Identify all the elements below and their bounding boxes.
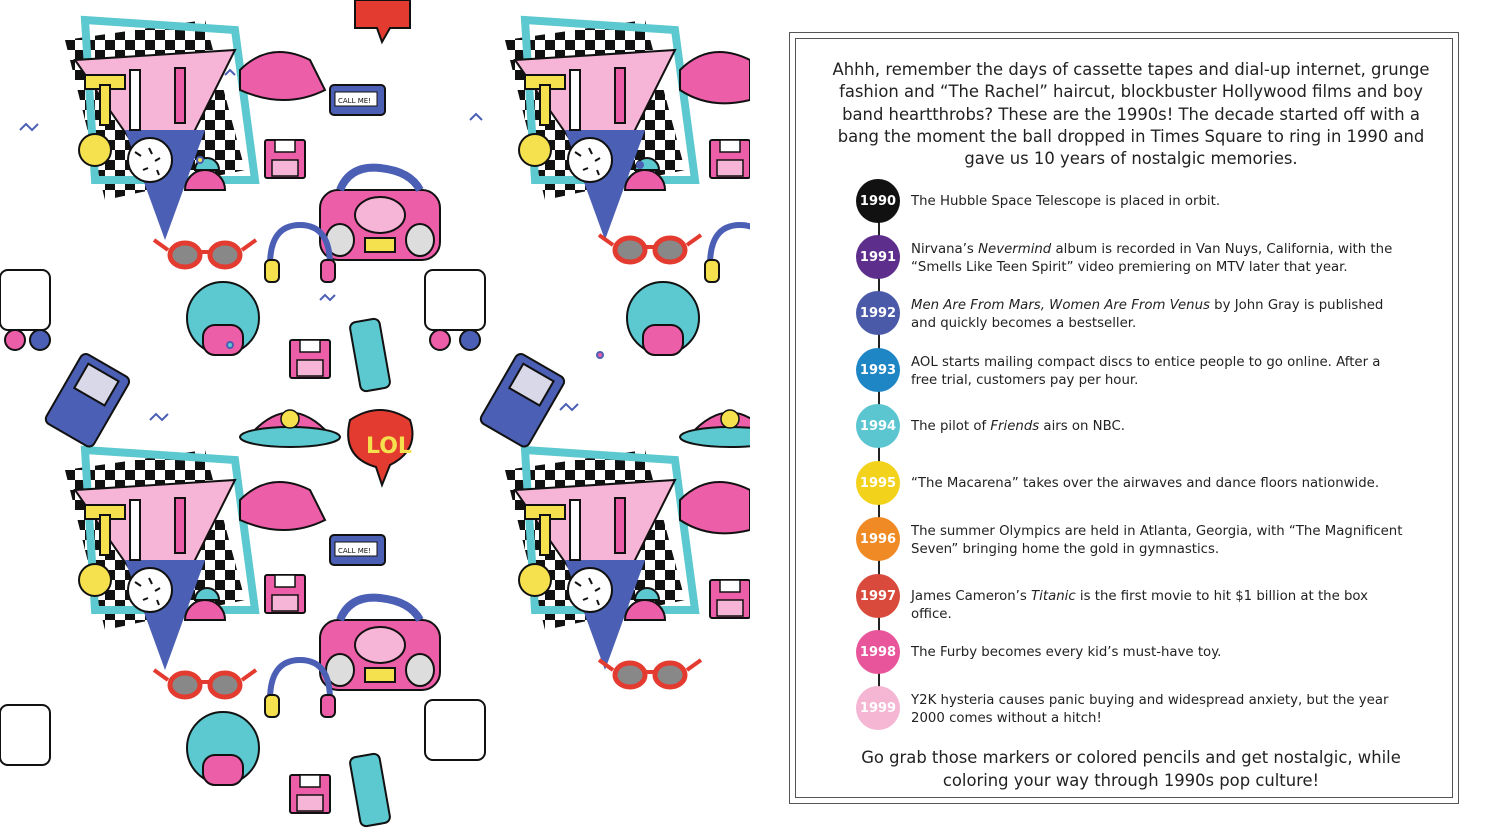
italic-title: Men Are From Mars, Women Are From Venus bbox=[911, 298, 1210, 313]
event-text-part: James Cameron’s bbox=[911, 589, 1032, 604]
event-text-part: Nirvana’s bbox=[911, 242, 979, 257]
svg-text:CALL ME!: CALL ME! bbox=[338, 97, 371, 105]
cell-phones bbox=[349, 318, 391, 827]
timeline-event-text bbox=[911, 193, 1406, 211]
italic-title: Titanic bbox=[1031, 589, 1076, 604]
timeline-item-1990 bbox=[796, 179, 1456, 225]
timeline-item-1991 bbox=[796, 235, 1456, 281]
timeline-event-text bbox=[911, 644, 1406, 662]
timeline-item-1998 bbox=[796, 630, 1456, 676]
timeline-item-1997 bbox=[796, 574, 1456, 620]
event-text-part: Y2K hysteria causes panic buying and widespread anxiety, but the year 2000 comes without a hitch! bbox=[911, 693, 1389, 726]
timeline-event-text bbox=[911, 241, 1406, 277]
timeline-event-text bbox=[911, 692, 1406, 728]
closing-paragraph: Go grab those markers or colored pencils and get nostalgic, while coloring your way through 1990s pop culture! bbox=[861, 748, 1401, 790]
svg-text:CALL ME!: CALL ME! bbox=[338, 547, 371, 555]
italic-title: Nevermind bbox=[978, 242, 1052, 257]
event-text-part: airs on NBC. bbox=[1039, 419, 1126, 434]
timeline-item-1996 bbox=[796, 517, 1456, 563]
year-badge: 1998 bbox=[856, 630, 900, 674]
timeline-event-text bbox=[911, 523, 1406, 559]
year-badge: 1991 bbox=[856, 235, 900, 279]
lol-text: LOL bbox=[366, 434, 412, 459]
timeline-event-text bbox=[911, 418, 1406, 436]
event-text-part: “The Macarena” takes over the airwaves and dance floors nationwide. bbox=[911, 476, 1380, 491]
timeline-item-1995 bbox=[796, 461, 1456, 507]
italic-title: Friends bbox=[990, 419, 1040, 434]
year-badge: 1997 bbox=[856, 574, 900, 618]
timeline-event-text bbox=[911, 475, 1406, 493]
timeline-item-1992 bbox=[796, 291, 1456, 337]
year-badge: 1993 bbox=[856, 348, 900, 392]
timeline-item-1993 bbox=[796, 348, 1456, 394]
event-text-part: The Hubble Space Telescope is placed in orbit. bbox=[911, 194, 1221, 209]
timeline-card bbox=[789, 32, 1459, 804]
intro-paragraph: Ahhh, remember the days of cassette tapes and dial-up internet, grunge fashion and “The Rachel” haircut, blockbuster Hollywood films and boy band heartthrobs? These are the 1990s! The decade started off with a bang the moment the ball dropped in Times Square to ring in 1990 and gave us 10 years of nostalgic memories. bbox=[832, 60, 1430, 169]
year-badge: 1996 bbox=[856, 517, 900, 561]
year-badge: 1990 bbox=[856, 179, 900, 223]
year-badge: 1994 bbox=[856, 404, 900, 448]
year-badge: 1995 bbox=[856, 461, 900, 505]
year-badge: 1999 bbox=[856, 686, 900, 730]
timeline-event-text bbox=[911, 354, 1406, 390]
event-text-part: by John Gray is published and quickly becomes a bestseller. bbox=[911, 298, 1384, 331]
timeline-event-text bbox=[911, 297, 1406, 333]
event-text-part: is the first movie to hit $1 billion at the box office. bbox=[911, 589, 1369, 622]
card-inner-border bbox=[795, 38, 1453, 798]
event-text-part: album is recorded in Van Nuys, California, with the “Smells Like Teen Spirit” video premiering on MTV later that year. bbox=[911, 242, 1393, 275]
event-text-part: The Furby becomes every kid’s must-have toy. bbox=[911, 645, 1222, 660]
year-badge: 1992 bbox=[856, 291, 900, 335]
event-text-part: The pilot of bbox=[911, 419, 991, 434]
event-text-part: AOL starts mailing compact discs to entice people to go online. After a free trial, customers pay per hour. bbox=[911, 355, 1381, 388]
timeline-item-1999 bbox=[796, 686, 1456, 732]
event-text-part: The summer Olympics are held in Atlanta, Georgia, with “The Magnificent Seven” bringing home the gold in gymnastics. bbox=[911, 524, 1403, 557]
timeline-item-1994 bbox=[796, 404, 1456, 450]
timeline-event-text bbox=[911, 588, 1406, 624]
